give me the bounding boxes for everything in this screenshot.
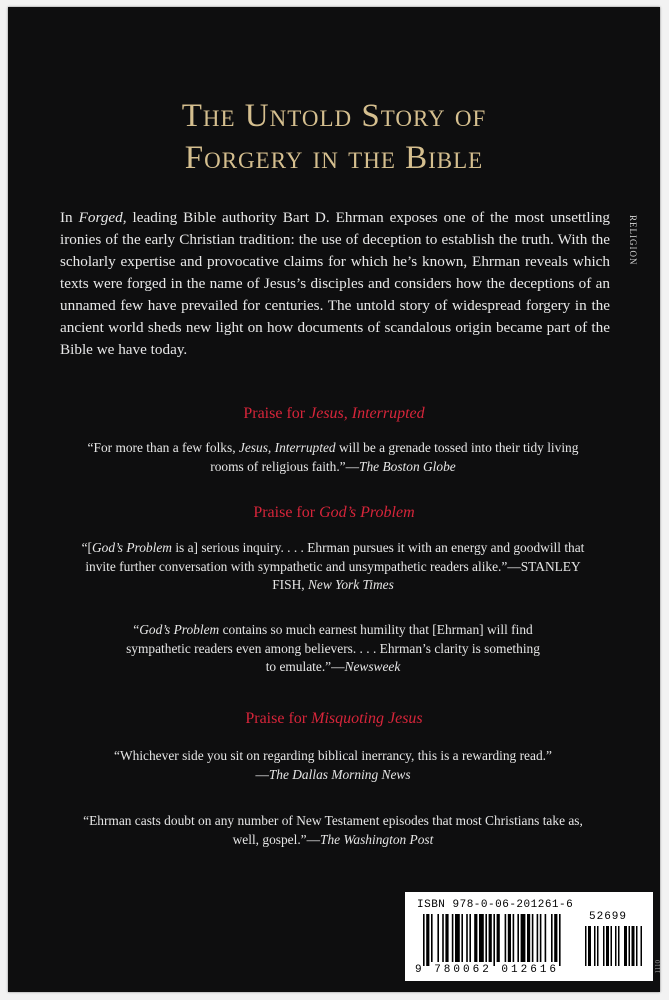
barcode-addon-bar (594, 926, 596, 966)
addon-bar-group (585, 926, 642, 966)
barcode-bar (423, 914, 425, 966)
barcode-bar (532, 914, 534, 962)
barcode-bar (442, 914, 444, 962)
isbn-barcode (405, 892, 653, 981)
barcode-bar (437, 914, 439, 962)
category-label: RELIGION (628, 215, 638, 266)
barcode-addon-bar (585, 926, 587, 966)
barcode-addon-bar (603, 926, 605, 966)
barcode-bar (474, 914, 477, 962)
praise-heading-jesus-interrupted: Praise for Jesus, Interrupted (243, 405, 425, 422)
barcode-bar (545, 914, 547, 962)
barcode-bar (479, 914, 484, 962)
barcode-bar (493, 914, 495, 966)
barcode-addon-bar (606, 926, 609, 966)
barcode-bar (485, 914, 487, 962)
barcode-addon-bar (624, 926, 627, 966)
barcode-bar (537, 914, 539, 962)
barcode-ean-digits: 9 780062 012616 (415, 964, 560, 976)
barcode-addon-bar (611, 926, 613, 966)
barcode-addon-bar (636, 926, 638, 966)
title-line-1: The Untold Story of (181, 98, 487, 134)
praise-heading-gods-problem: Praise for God’s Problem (253, 504, 415, 521)
barcode-bar (513, 914, 515, 962)
ean-bar-group (423, 914, 561, 966)
barcode-bar (445, 914, 448, 962)
barcode-bar (455, 914, 460, 962)
quote-washington-post: “Ehrman casts doubt on any number of New Testament episodes that most Christians take as, well, gospel.”—The Washington Post (83, 813, 583, 847)
barcode-addon-bar (618, 926, 620, 966)
barcode-bar (508, 914, 511, 962)
cover-title (8, 95, 660, 179)
barcode-bar (469, 914, 471, 962)
barcode-bar (452, 914, 454, 962)
barcode-addon-bar (615, 926, 617, 966)
barcode-bar (527, 914, 530, 962)
blurb-intro: In (60, 209, 79, 226)
barcode-bar (466, 914, 468, 962)
barcode-bar (426, 914, 429, 966)
barcode-bar (505, 914, 507, 962)
quote-dallas-morning-news: “Whichever side you sit on regarding biblical inerrancy, this is a rewarding read.” —The Dallas Morning News (114, 748, 552, 782)
barcode-addon-bar (641, 926, 643, 966)
barcode-bar (559, 914, 561, 966)
barcode-bar (517, 914, 519, 962)
barcode-bar (551, 914, 553, 962)
praise-heading-misquoting-jesus: Praise for Misquoting Jesus (245, 710, 423, 727)
barcode-bar (554, 914, 557, 962)
barcode-bar (431, 914, 433, 962)
barcode-bar (461, 914, 463, 962)
description-blurb (60, 207, 610, 361)
book-back-cover (8, 7, 660, 992)
barcode-bar (540, 914, 542, 962)
barcode-bar (497, 914, 500, 962)
barcode-addon-bar (588, 926, 591, 966)
barcode-addon-bar (597, 926, 599, 966)
print-code: 1110 (654, 960, 662, 974)
barcode-addon-bar (629, 926, 631, 966)
title-line-2: Forgery in the Bible (184, 140, 484, 176)
barcode-bar (489, 914, 492, 962)
quote-boston-globe: “For more than a few folks, Jesus, Interrupted will be a grenade tossed into their tidy living rooms of religious faith.”—The Boston Globe (87, 440, 579, 474)
barcode-addon-digits: 52699 (589, 911, 628, 923)
isbn-label: ISBN 978-0-06-201261-6 (417, 899, 574, 911)
barcode-addon-bar (632, 926, 635, 966)
barcode-bar (521, 914, 526, 962)
quote-new-york-times: “[God’s Problem is a] serious inquiry. . . . Ehrman pursues it with an energy and goodwill that invite further conversation with sympathetic and unsympathetic readers alike.”—STANLEY FISH, New York Times (81, 540, 585, 592)
blurb-body: leading Bible authority Bart D. Ehrman exposes one of the most unsettling ironies of the early Christian tradition: the use of deception to establish the truth. With the scholarly expertise and provocative claims for which he’s known, Ehrman reveals which texts were forged in the name of Jesus’s disciples and considers how the deceptions of an unnamed few have prevailed for centuries. The untold story of widespread forgery in the ancient world sheds new light on how documents of scandalous origin became part of the Bible we have today. (60, 209, 611, 358)
quote-newsweek: “God’s Problem contains so much earnest humility that [Ehrman] will find sympathetic readers even among believers. . . . Ehrman’s clarity is something to emulate.”—Newsweek (126, 622, 540, 674)
blurb-book-title: Forged, (78, 209, 127, 226)
